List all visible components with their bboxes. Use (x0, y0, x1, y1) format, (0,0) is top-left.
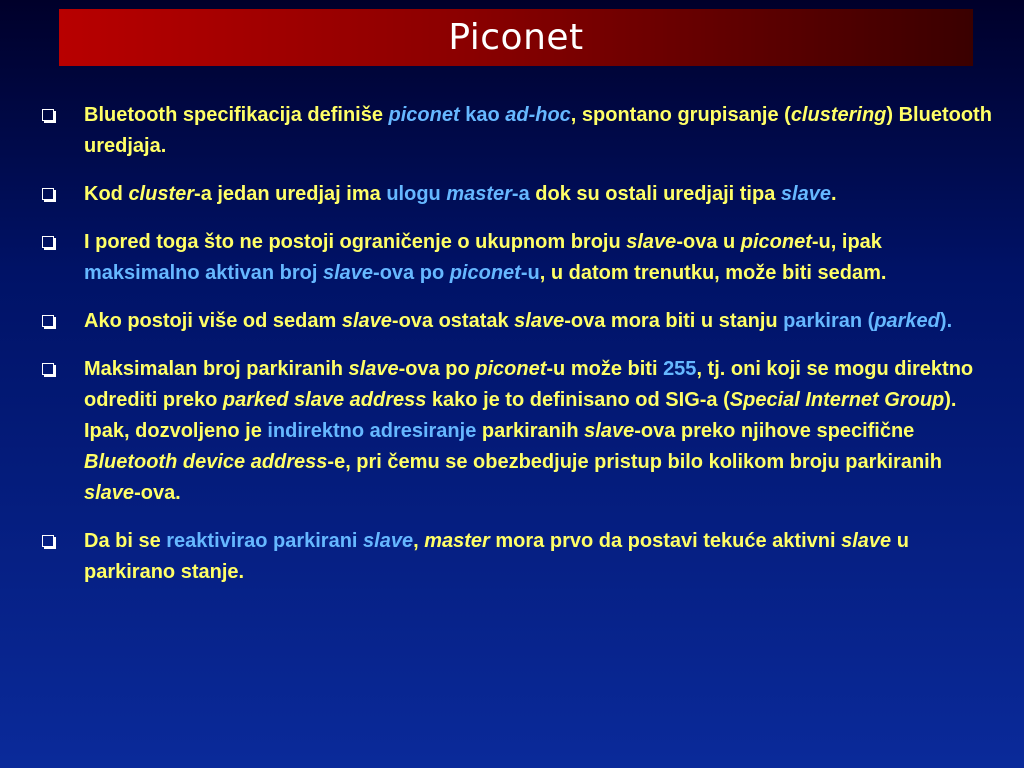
text-run: kako je to definisano od SIG-a ( (426, 389, 730, 411)
bullet-list (40, 100, 1000, 605)
text-run: -e, pri čemu se obezbedjuje pristup bilo kolikom broju parkiranih (327, 451, 942, 473)
text-run: parkiranih (476, 420, 585, 442)
text-run: -ova po (373, 262, 450, 284)
text-run: parked slave address (222, 389, 427, 411)
hollow-square-bullet-icon (42, 236, 54, 248)
bullet-item (40, 354, 1000, 509)
text-run: -u (520, 262, 540, 284)
text-run: . (830, 183, 837, 205)
text-run: slave (322, 262, 374, 284)
bullet-text (84, 310, 952, 332)
text-run: slave (84, 482, 135, 504)
text-run: -ova mora biti u stanju (564, 310, 784, 332)
bullet-item (40, 100, 1000, 162)
text-run: Special Internet Group (729, 389, 945, 411)
text-run: Ako postoji više od sedam (84, 310, 342, 332)
text-run: , (413, 530, 425, 552)
text-run: piconet (449, 262, 521, 284)
text-run: Da bi se (84, 530, 167, 552)
hollow-square-bullet-icon (42, 109, 54, 121)
text-run: , tj. oni koji se mogu direktno odrediti preko (84, 358, 974, 411)
text-run: master (424, 530, 490, 552)
text-run: ). Ipak, dozvoljeno je (84, 389, 957, 442)
text-run: , u datom trenutku, može biti sedam. (539, 262, 887, 284)
text-run: slave (514, 310, 565, 332)
text-run: slave (341, 310, 392, 332)
slide-title: Piconet (448, 17, 584, 58)
text-run: -ova ostatak (391, 310, 515, 332)
text-run: piconet (740, 231, 812, 253)
text-run: mora prvo da postavi tekuće aktivni (489, 530, 842, 552)
text-run: Kod (84, 183, 129, 205)
text-run: Bluetooth device address (84, 451, 328, 473)
bullet-text (84, 530, 909, 583)
text-run: ). (939, 310, 953, 332)
text-run: slave (348, 358, 399, 380)
text-run: cluster (128, 183, 195, 205)
bullet-text (84, 358, 973, 504)
text-run: , spontano grupisanje ( (570, 104, 791, 126)
title-bar (59, 9, 973, 66)
hollow-square-bullet-icon (42, 363, 54, 375)
text-run: slave (363, 530, 414, 552)
bullet-text (84, 183, 837, 205)
text-run: parked (874, 310, 940, 332)
text-run: clustering (790, 104, 887, 126)
text-run: 255 (663, 358, 697, 380)
text-run: -u, ipak (811, 231, 882, 253)
text-run: parkiran ( (783, 310, 875, 332)
text-run: slave (841, 530, 892, 552)
text-run: slave (626, 231, 677, 253)
bullet-text (84, 104, 992, 157)
text-run: -ova preko njihove specifične (634, 420, 915, 442)
text-run: slave (780, 183, 831, 205)
text-run: indirektno adresiranje (267, 420, 477, 442)
text-run: Bluetooth specifikacija definiše (84, 104, 389, 126)
text-run: slave (584, 420, 635, 442)
text-run: -ova. (134, 482, 181, 504)
text-run: ulogu (386, 183, 447, 205)
bullet-text (84, 231, 886, 284)
text-run: piconet (475, 358, 547, 380)
text-run: -ova u (676, 231, 741, 253)
text-run: maksimalno aktivan broj (84, 262, 323, 284)
bullet-item (40, 526, 1000, 588)
text-run: ad-hoc (505, 104, 571, 126)
text-run: kao (459, 104, 506, 126)
text-run: ) Bluetooth uredjaja. (84, 104, 992, 157)
text-run: u parkirano stanje. (84, 530, 909, 583)
text-run: -a (511, 183, 530, 205)
text-run: master (446, 183, 512, 205)
hollow-square-bullet-icon (42, 535, 54, 547)
bullet-item (40, 306, 1000, 337)
bullet-item (40, 179, 1000, 210)
text-run: reaktivirao parkirani (166, 530, 364, 552)
text-run: -ova po (398, 358, 476, 380)
text-run: piconet (388, 104, 460, 126)
hollow-square-bullet-icon (42, 315, 54, 327)
text-run: -a jedan uredjaj ima (194, 183, 387, 205)
hollow-square-bullet-icon (42, 188, 54, 200)
text-run: Maksimalan broj parkiranih (84, 358, 349, 380)
text-run: dok su ostali uredjaji tipa (529, 183, 781, 205)
text-run: -u može biti (546, 358, 664, 380)
bullet-item (40, 227, 1000, 289)
text-run: I pored toga što ne postoji ograničenje o ukupnom broju (84, 231, 627, 253)
